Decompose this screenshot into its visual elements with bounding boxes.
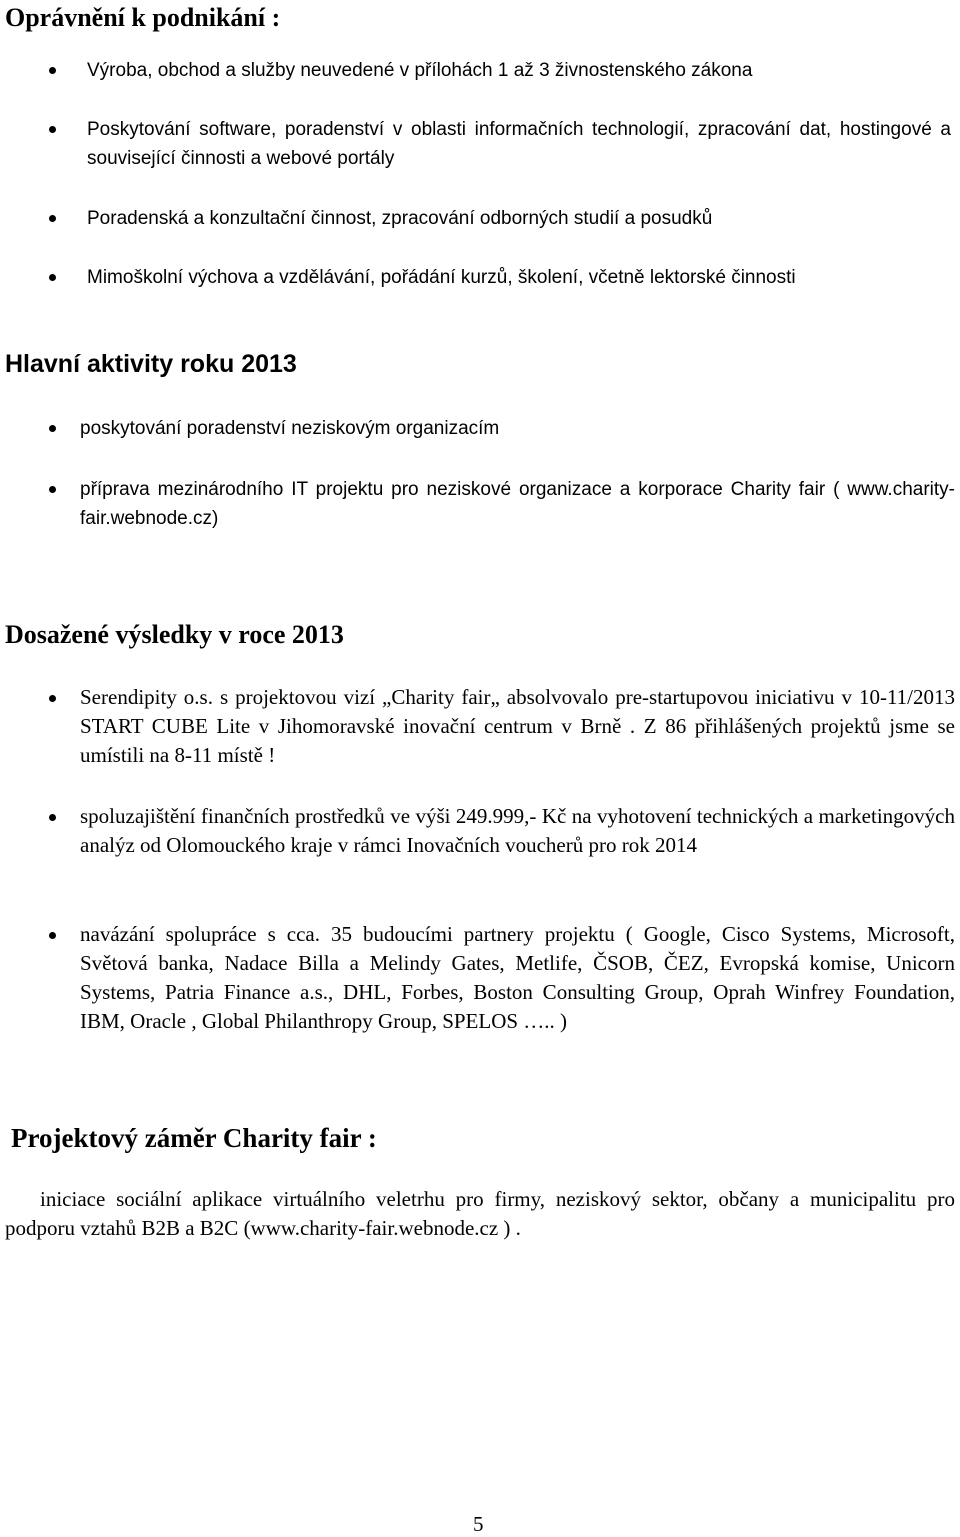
list-item-text: Mimoškolní výchova a vzdělávání, pořádání kurzů, školení, včetně lektorské činnosti xyxy=(87,267,796,288)
list-item-text: spoluzajištění finančních prostředků ve výši 249.999,- Kč na vyhotovení technických a marketingových analýz od Olomouckého kraje v rámci Inovačních voucherů pro rok 2014 xyxy=(80,804,955,857)
bullet-icon xyxy=(49,695,56,702)
bullet-icon xyxy=(49,814,56,821)
list-item-text: Poradenská a konzultační činnost, zpracování odborných studií a posudků xyxy=(87,208,713,229)
bullet-icon xyxy=(49,215,56,222)
page-number: 5 xyxy=(473,1512,484,1536)
bullet-icon xyxy=(49,126,56,133)
heading-vysledky: Dosažené výsledky v roce 2013 xyxy=(5,620,344,649)
heading-zamer: Projektový záměr Charity fair : xyxy=(11,1123,377,1153)
list-item-text: navázání spolupráce s cca. 35 budoucími partnery projektu ( Google, Cisco Systems, Microsoft, Světová banka, Nadace Billa a Melindy Gates, Metlife, ČSOB, ČEZ, Evropská komise, Unicorn Systems, Patria Finance a.s., DHL, Forbes, Boston Consulting Group, Oprah Winfrey Foundation, IBM, Oracle , Global Philanthropy Group, SPELOS ….. ) xyxy=(80,922,955,1033)
bullet-icon xyxy=(49,425,56,432)
heading-opravneni: Oprávnění k podnikání : xyxy=(5,3,281,32)
bullet-icon xyxy=(49,932,56,939)
list-item-text: Výroba, obchod a služby neuvedené v přílohách 1 až 3 živnostenského zákona xyxy=(87,60,753,81)
heading-aktivity: Hlavní aktivity roku 2013 xyxy=(5,350,297,378)
paragraph-zamer: iniciace sociální aplikace virtuálního veletrhu pro firmy, neziskový sektor, občany a municipalitu pro podporu vztahů B2B a B2C (www.charity-fair.webnode.cz ) . xyxy=(5,1187,955,1240)
bullet-icon xyxy=(49,486,56,493)
bullet-icon xyxy=(49,274,56,281)
list-item-text: poskytování poradenství neziskovým organizacím xyxy=(80,418,500,439)
list-item-text: Poskytování software, poradenství v oblasti informačních technologií, zpracování dat, hostingové a související činnosti a webové portály xyxy=(87,119,951,169)
list-item-text: příprava mezinárodního IT projektu pro neziskové organizace a korporace Charity fair ( www.charity-fair.webnode.cz) xyxy=(80,479,955,529)
bullet-icon xyxy=(49,67,56,74)
list-item-text: Serendipity o.s. s projektovou vizí „Charity fair„ absolvovalo pre-startupovou iniciativu v 10-11/2013 START CUBE Lite v Jihomoravské inovační centrum v Brně . Z 86 přihlášených projektů jsme se umístili na 8-11 místě ! xyxy=(80,685,955,767)
